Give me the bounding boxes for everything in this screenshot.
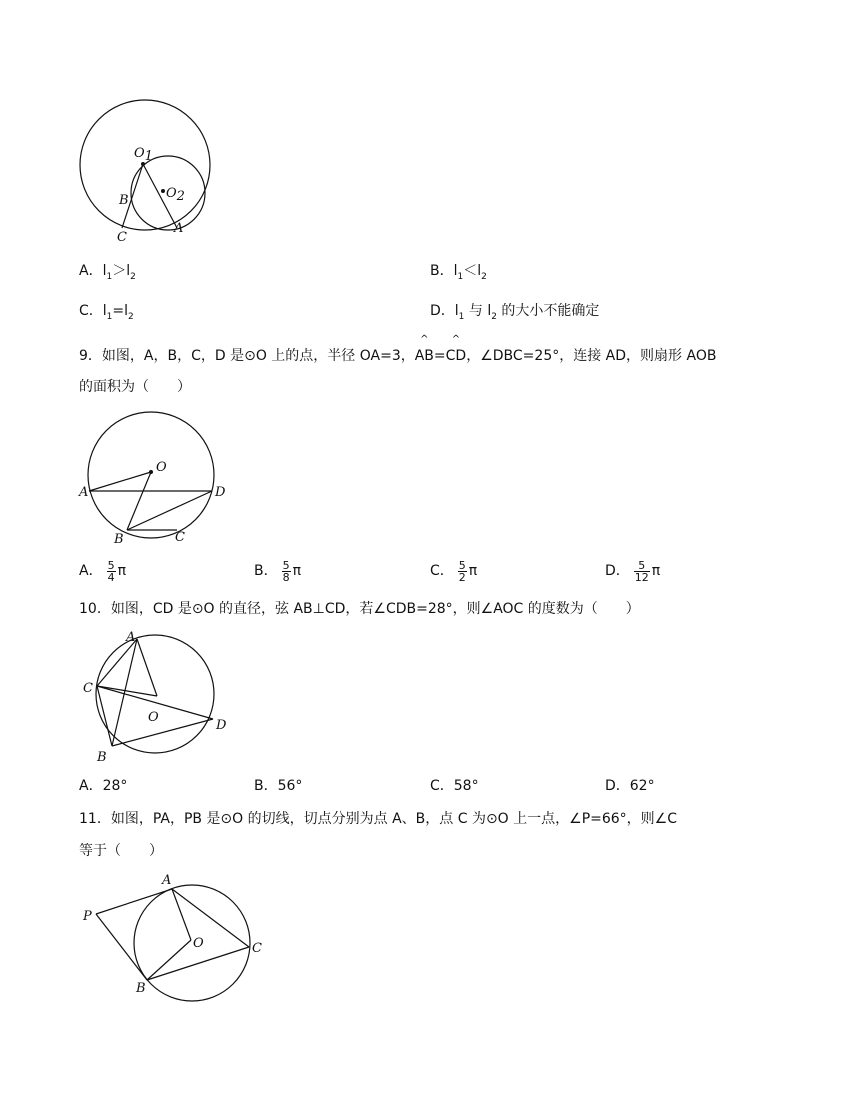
q9-label-c: C: [175, 530, 185, 545]
q10-chord-bd: [112, 719, 213, 746]
q11-tangent-pa: [96, 889, 172, 914]
q9-segment-oa: [89, 472, 151, 491]
q11-chord-ac: [172, 889, 249, 947]
q8-big-circle: [80, 100, 210, 230]
q10-figure: [75, 628, 240, 768]
q11-tangent-pb: [96, 914, 147, 980]
q9-fraction-b: $\frac{5}{8}$: [282, 558, 290, 584]
q10-option-a: A．28°: [79, 778, 128, 794]
q11-segment-ob: [147, 940, 191, 980]
q11-label-o: O: [193, 936, 204, 951]
q9-option-d: D． $\frac{5}{12}$ π: [605, 558, 661, 584]
q10-label-a: A: [126, 630, 136, 645]
q10-option-b: B．56°: [254, 778, 303, 794]
q11-stem-line2: 等于（ ）: [79, 843, 163, 859]
q9-label-a: A: [79, 485, 89, 500]
q11-label-a: A: [162, 873, 172, 888]
q9-fraction-d: $\frac{5}{12}$: [634, 558, 649, 584]
q8-label-o2: O2: [166, 186, 185, 204]
q9-fraction-a: $\frac{5}{4}$: [107, 558, 115, 584]
q10-label-d: D: [216, 718, 227, 733]
q9-stem-line1: 9．如图，A，B，C，D 是⊙O 上的点，半径 OA=3， ^ AB= ^ CD，∠DBC=25°，连接 AD，则扇形 AOB: [79, 334, 717, 364]
q9-option-c: C． $\frac{5}{2}$ π: [430, 558, 478, 584]
q10-segment-oa: [137, 639, 157, 696]
q11-label-c: C: [252, 941, 262, 956]
q9-arc-cd: ^ CD: [445, 334, 467, 364]
q8-point-o2: [161, 189, 165, 193]
q11-label-b: B: [136, 981, 146, 996]
q8-option-c: C．$l_1=l_2$: [79, 303, 134, 322]
q9-label-b: B: [114, 532, 124, 547]
q9-stem-line2: 的面积为（ ）: [79, 379, 191, 395]
q11-figure: [78, 870, 278, 1000]
q9-fraction-c: $\frac{5}{2}$: [458, 558, 466, 584]
q8-option-d: D．$l_1$ 与 $l_2$ 的大小不能确定: [430, 303, 600, 322]
q11-circle: [134, 885, 250, 1001]
q8-option-b: B．$l_1<l_2$: [430, 263, 487, 282]
q9-label-d: D: [215, 485, 226, 500]
q9-option-a: A． $\frac{5}{4}$ π: [79, 558, 127, 584]
q11-stem-line1: 11．如图，PA，PB 是⊙O 的切线，切点分别为点 A、B，点 C 为⊙O 上一点，∠P=66°，则∠C: [79, 811, 678, 827]
q9-arc-ab: ^ AB: [414, 334, 434, 364]
q8-label-c: C: [117, 230, 127, 245]
q10-circle: [96, 635, 214, 753]
q10-chord-cb: [97, 686, 112, 746]
q8-figure: [70, 95, 220, 250]
q11-label-p: P: [83, 909, 92, 924]
q9-option-b: B． $\frac{5}{8}$ π: [254, 558, 302, 584]
q10-option-d: D．62°: [605, 778, 655, 794]
q11-chord-bc: [147, 947, 249, 980]
q10-stem: 10．如图，CD 是⊙O 的直径，弦 AB⊥CD，若∠CDB=28°，则∠AOC 的度数为（ ）: [79, 601, 640, 617]
q9-point-o: [149, 470, 153, 474]
q9-label-o: O: [156, 460, 167, 475]
q8-label-o1: O1: [134, 146, 153, 164]
q10-label-o: O: [148, 710, 159, 725]
q8-label-b: B: [119, 193, 129, 208]
q8-option-a: A．$l_1>l_2$: [79, 263, 136, 282]
q10-label-b: B: [97, 750, 107, 765]
q9-chord-bd: [127, 491, 212, 530]
q10-label-c: C: [83, 681, 93, 696]
q10-option-c: C．58°: [430, 778, 479, 794]
q9-figure: [75, 415, 235, 550]
q8-label-a: A: [174, 221, 184, 236]
